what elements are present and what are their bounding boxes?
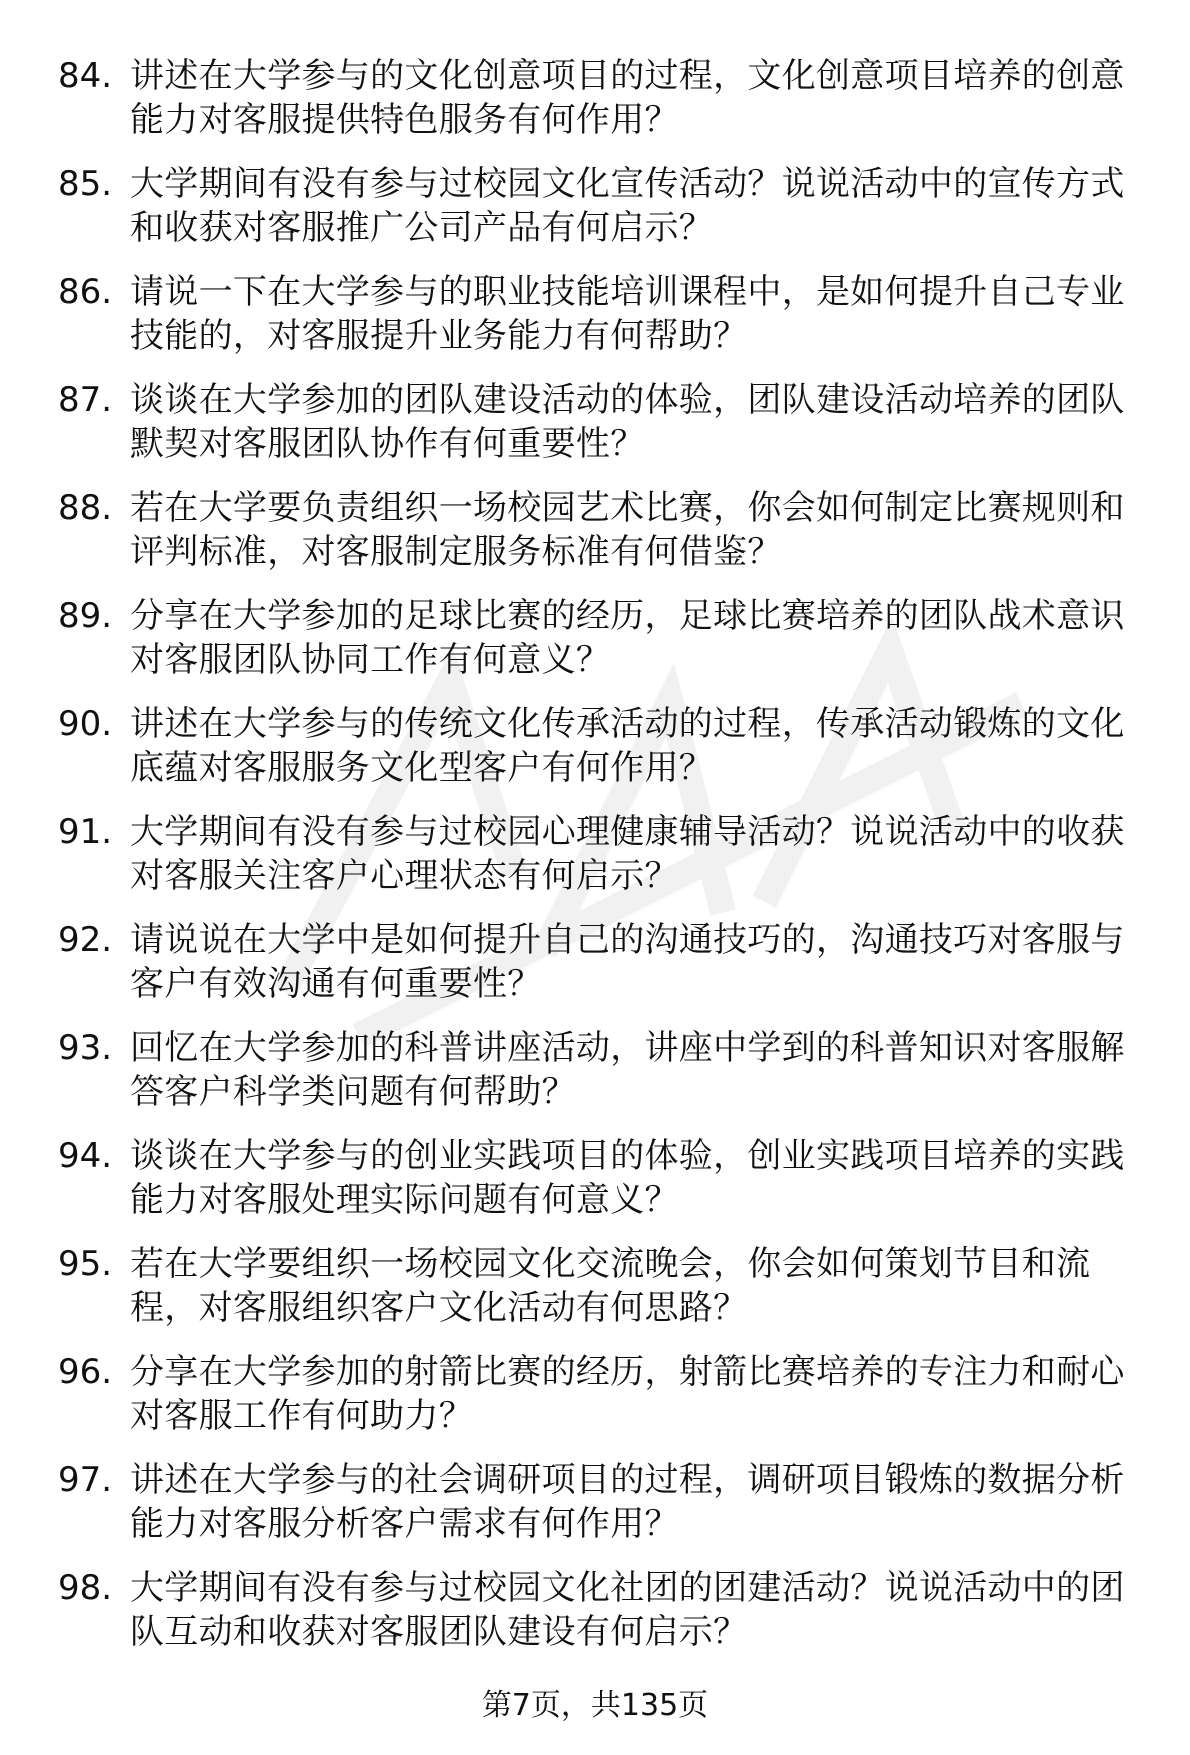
question-item-89 [58, 594, 1148, 702]
question-number: 94. [58, 1136, 113, 1176]
question-number: 92. [58, 920, 113, 960]
question-number: 86. [58, 272, 113, 312]
question-text: 回忆在大学参加的科普讲座活动，讲座中学到的科普知识对客服解答客户科学类问题有何帮助？ [130, 1028, 1125, 1112]
question-text: 讲述在大学参与的社会调研项目的过程，调研项目锻炼的数据分析能力对客服分析客户需求有何作用？ [130, 1460, 1125, 1544]
question-text: 请说说在大学中是如何提升自己的沟通技巧的，沟通技巧对客服与客户有效沟通有何重要性？ [130, 920, 1125, 1004]
question-text: 分享在大学参加的射箭比赛的经历，射箭比赛培养的专注力和耐心对客服工作有何助力？ [130, 1352, 1125, 1436]
question-item-91 [58, 810, 1148, 918]
question-item-87 [58, 378, 1148, 486]
question-number: 87. [58, 380, 113, 420]
question-text: 请说一下在大学参与的职业技能培训课程中，是如何提升自己专业技能的，对客服提升业务能力有何帮助？ [130, 272, 1125, 356]
question-text: 讲述在大学参与的文化创意项目的过程，文化创意项目培养的创意能力对客服提供特色服务有何作用？ [130, 56, 1125, 140]
question-text: 谈谈在大学参与的创业实践项目的体验，创业实践项目培养的实践能力对客服处理实际问题有何意义？ [130, 1136, 1125, 1220]
question-text: 大学期间有没有参与过校园心理健康辅导活动？说说活动中的收获对客服关注客户心理状态有何启示？ [130, 812, 1125, 896]
question-text: 若在大学要负责组织一场校园艺术比赛，你会如何制定比赛规则和评判标准，对客服制定服务标准有何借鉴？ [130, 488, 1125, 572]
question-item-90 [58, 702, 1148, 810]
question-item-86 [58, 270, 1148, 378]
question-number: 90. [58, 704, 113, 744]
question-text: 若在大学要组织一场校园文化交流晚会，你会如何策划节目和流程，对客服组织客户文化活动有何思路？ [130, 1244, 1091, 1328]
question-text: 分享在大学参加的足球比赛的经历，足球比赛培养的团队战术意识对客服团队协同工作有何意义？ [130, 596, 1125, 680]
question-item-92 [58, 918, 1148, 1026]
question-list [58, 54, 1148, 1674]
question-item-94 [58, 1134, 1148, 1242]
page-number-label: 第7页，共135页 [481, 1688, 709, 1723]
question-number: 85. [58, 164, 113, 204]
question-number: 88. [58, 488, 113, 528]
question-text: 讲述在大学参与的传统文化传承活动的过程，传承活动锻炼的文化底蕴对客服服务文化型客户有何作用？ [130, 704, 1125, 788]
question-number: 96. [58, 1352, 113, 1392]
question-item-93 [58, 1026, 1148, 1134]
question-number: 95. [58, 1244, 113, 1284]
page-footer [0, 1686, 1190, 1726]
question-item-85 [58, 162, 1148, 270]
question-item-98 [58, 1566, 1148, 1674]
question-text: 大学期间有没有参与过校园文化宣传活动？说说活动中的宣传方式和收获对客服推广公司产品有何启示？ [130, 164, 1125, 248]
question-number: 89. [58, 596, 113, 636]
question-item-88 [58, 486, 1148, 594]
question-number: 97. [58, 1460, 113, 1500]
question-item-95 [58, 1242, 1148, 1350]
question-text: 大学期间有没有参与过校园文化社团的团建活动？说说活动中的团队互动和收获对客服团队建设有何启示？ [130, 1568, 1125, 1652]
question-item-84 [58, 54, 1148, 162]
question-item-97 [58, 1458, 1148, 1566]
question-number: 91. [58, 812, 113, 852]
question-number: 98. [58, 1568, 113, 1608]
question-number: 84. [58, 56, 113, 96]
question-text: 谈谈在大学参加的团队建设活动的体验，团队建设活动培养的团队默契对客服团队协作有何重要性？ [130, 380, 1125, 464]
question-number: 93. [58, 1028, 113, 1068]
question-item-96 [58, 1350, 1148, 1458]
